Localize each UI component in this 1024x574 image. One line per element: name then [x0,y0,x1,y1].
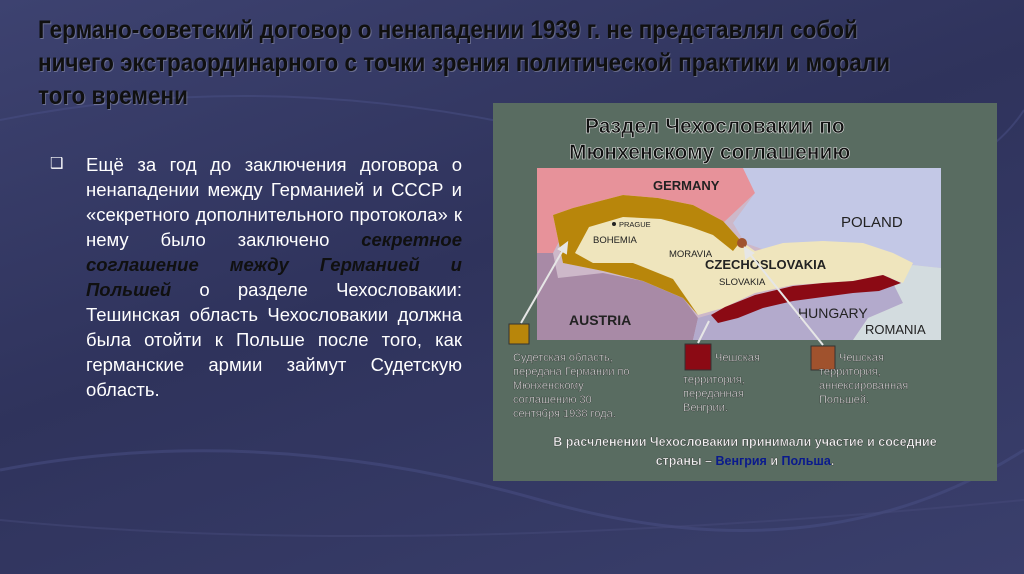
legend-sudeten-line: Судетская область, [513,352,613,364]
legend-poland-line: аннексированная [819,380,909,392]
map-note-end: . [830,454,835,468]
legend-sudeten-line: соглашению 30 [513,394,592,406]
bullet-text-part1: Ещё за год до заключения договора о ненападении между Германией и СССР и «секретного дополнительного протокола» к нему было заключено [86,154,462,250]
slide-title: Германо-советский договор о ненападении 1939 г. не представлял собой ничего экстраординарного с точки зрения политической практики и морали того времени [38,16,891,110]
bullet-text-part2: о разделе Чехословакии: Тешинская область Чехословакии должна была отойти к Польше после того, как германские армии займут Судетскую область. [86,279,462,400]
bullet-paragraph [50,152,462,402]
legend-swatch-hungary-ceded [685,344,711,370]
legend-sudeten-line: Мюнхенскому [513,380,584,392]
legend-hungary-line: переданная [683,388,744,400]
label-romania: ROMANIA [865,322,926,337]
map-note-poland: Польша [781,454,831,468]
label-germany: GERMANY [653,178,720,193]
map-note-line2 [656,454,835,468]
map-title-line2: Мюнхенскому соглашению [569,141,851,164]
map-panel [493,103,997,481]
legend-hungary-line: Венгрии. [683,402,729,414]
legend-poland-line: Чешская [839,352,884,364]
legend-poland-line: территория, [819,366,881,378]
map-title-line1: Раздел Чехословакии по [585,115,845,138]
label-prague: PRAGUE [619,220,651,229]
teschen-region [737,238,747,248]
label-slovakia: SLOVAKIA [719,277,766,288]
legend-swatch-sudeten [509,324,529,344]
label-bohemia: BOHEMIA [593,235,637,246]
legend-sudeten-line: передана Германии по [513,366,630,378]
map-note-hungary: Венгрия [715,454,767,468]
label-austria: AUSTRIA [569,312,632,328]
label-moravia: MORAVIA [669,249,713,260]
checkbox-bullet-icon: ❑ [50,154,64,172]
label-hungary: HUNGARY [798,305,868,321]
map-note-prefix: страны – [655,454,716,468]
legend-hungary-line: территория, [683,374,745,386]
prague-dot [612,222,616,226]
legend-poland-line: Польшей. [819,394,870,406]
map-note-line1: В расчленении Чехословакии принимали участие и соседние [553,435,937,449]
legend-hungary-line: Чешская [715,352,760,364]
bullet-text-emphasis: секретное соглашение между Германией и Польшей [86,229,462,300]
munich-map [493,103,997,481]
legend-text-sudeten [513,352,633,420]
legend-sudeten-line: сентября 1938 года. [513,408,616,420]
map-note-and: и [766,454,782,468]
label-poland: POLAND [841,214,903,231]
bullet-text [86,152,462,402]
label-czechoslovakia: CZECHOSLOVAKIA [705,257,827,272]
map-area [537,168,941,340]
